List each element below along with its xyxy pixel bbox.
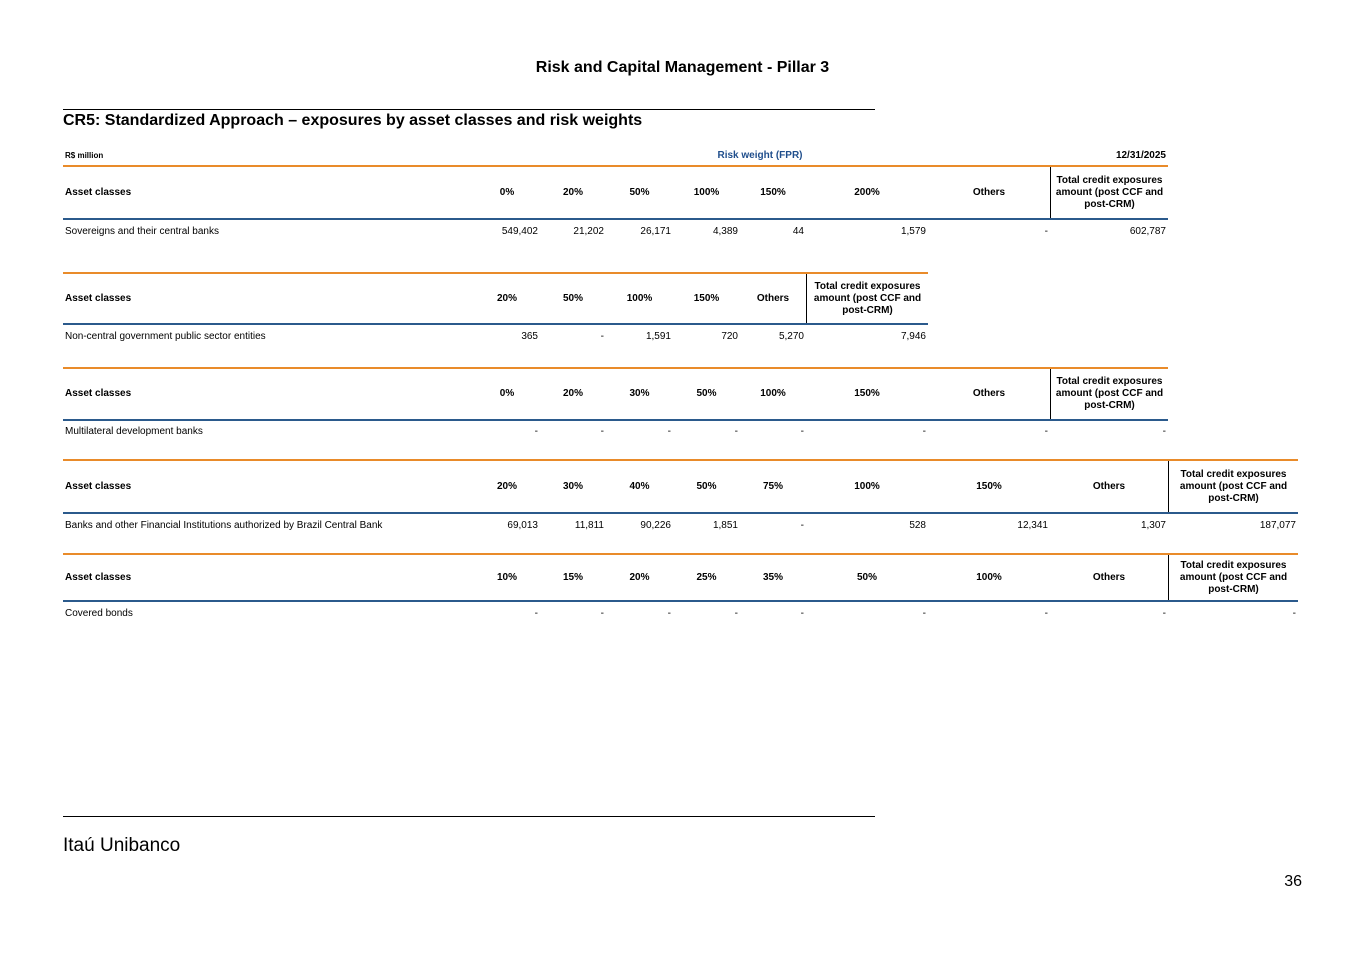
column-header: 0% — [499, 388, 515, 399]
column-header: Others — [972, 388, 1006, 399]
exposure-value: - — [600, 331, 604, 342]
column-header: 100% — [760, 388, 786, 399]
section-title: CR5: Standardized Approach – exposures by asset classes and risk weights — [63, 112, 643, 129]
unit-label: R$ million — [65, 151, 104, 160]
exposure-value: 1,307 — [1140, 520, 1166, 531]
exposure-value: 365 — [521, 331, 538, 342]
column-header-asset-classes: Asset classes — [65, 186, 132, 198]
column-header: 100% — [693, 186, 720, 198]
table-header — [63, 553, 1298, 602]
exposure-value: - — [800, 426, 804, 437]
exposure-value: - — [534, 608, 538, 619]
column-header: 30% — [562, 480, 583, 492]
column-header: 50% — [562, 292, 583, 304]
table-row — [63, 520, 1298, 534]
column-header: 50% — [629, 186, 650, 198]
exposure-value: - — [600, 608, 604, 619]
column-header: 50% — [696, 480, 717, 492]
column-header: 20% — [562, 186, 583, 198]
table-row — [63, 226, 1168, 240]
column-header: 100% — [854, 480, 880, 492]
column-header: Others — [972, 186, 1006, 198]
exposure-value: - — [922, 426, 926, 437]
exposure-value: 69,013 — [507, 520, 538, 531]
total-value: - — [1292, 608, 1296, 619]
column-header: 40% — [629, 480, 650, 492]
column-header: 150% — [760, 186, 786, 198]
asset-class-label: Multilateral development banks — [65, 426, 203, 437]
exposure-value: 21,202 — [573, 226, 604, 237]
total-value: - — [1162, 426, 1166, 437]
exposure-value: - — [922, 608, 926, 619]
column-header-asset-classes: Asset classes — [65, 388, 132, 399]
total-value: 7,946 — [900, 331, 926, 342]
exposure-value: 4,389 — [712, 226, 738, 237]
column-header: 20% — [629, 571, 650, 583]
risk-weight-label: Risk weight (FPR) — [717, 150, 803, 161]
column-header: 150% — [854, 388, 880, 399]
column-header: 150% — [976, 480, 1002, 492]
table-header — [63, 165, 1168, 220]
table-row — [63, 331, 928, 345]
exposure-value: 720 — [721, 331, 738, 342]
exposure-value: 5,270 — [778, 331, 804, 342]
column-header-total: Total credit exposures amount (post CCF and post-CRM) — [806, 274, 928, 323]
exposure-value: - — [667, 608, 671, 619]
page-number: 36 — [1284, 873, 1302, 890]
column-header: 150% — [693, 292, 720, 304]
exposure-value: 1,579 — [900, 226, 926, 237]
total-value: 187,077 — [1259, 520, 1296, 531]
column-header-total: Total credit exposures amount (post CCF and post-CRM) — [1168, 555, 1298, 600]
exposure-value: 528 — [909, 520, 926, 531]
column-header: 20% — [496, 480, 517, 492]
column-header: 10% — [496, 571, 517, 583]
column-header: 25% — [696, 571, 717, 583]
column-header: Others — [1092, 480, 1126, 492]
exposure-value: 44 — [792, 226, 804, 237]
asset-class-label: Covered bonds — [65, 608, 133, 619]
exposure-value: 90,226 — [640, 520, 671, 531]
column-header-total: Total credit exposures amount (post CCF and post-CRM) — [1050, 369, 1168, 419]
column-header: 20% — [562, 388, 583, 399]
column-header: 75% — [762, 480, 783, 492]
column-header: 100% — [626, 292, 653, 304]
asset-class-label: Non-central government public sector entities — [65, 331, 266, 342]
exposure-value: - — [600, 426, 604, 437]
column-header: 50% — [696, 388, 717, 399]
column-header-asset-classes: Asset classes — [65, 571, 132, 583]
column-header-total: Total credit exposures amount (post CCF and post-CRM) — [1050, 167, 1168, 218]
asset-class-label: Banks and other Financial Institutions authorized by Brazil Central Bank — [65, 520, 383, 531]
report-date: 12/31/2025 — [1115, 150, 1166, 161]
column-header: 100% — [976, 571, 1002, 583]
exposure-value: - — [734, 608, 738, 619]
column-header: 15% — [562, 571, 583, 583]
exposure-value: - — [1162, 608, 1166, 619]
exposure-value: 11,811 — [574, 520, 604, 531]
exposure-value: - — [1044, 426, 1048, 437]
column-header: 35% — [762, 571, 783, 583]
column-header: Others — [756, 292, 790, 304]
column-header-asset-classes: Asset classes — [65, 480, 132, 492]
page-header-title: Risk and Capital Management - Pillar 3 — [535, 59, 830, 76]
table-row — [63, 608, 1298, 622]
table-header — [63, 272, 928, 325]
exposure-value: - — [734, 426, 738, 437]
exposure-value: - — [1044, 226, 1048, 237]
column-header: Others — [1092, 571, 1126, 583]
column-header: 30% — [629, 388, 650, 399]
exposure-value: - — [800, 520, 804, 531]
column-header: 20% — [496, 292, 517, 304]
bottom-divider — [63, 816, 875, 817]
total-value: 602,787 — [1129, 226, 1166, 237]
table-header — [63, 367, 1168, 421]
exposure-value: - — [667, 426, 671, 437]
exposure-value: 549,402 — [501, 226, 538, 237]
column-header: 50% — [856, 571, 877, 583]
exposure-value: - — [534, 426, 538, 437]
exposure-value: - — [1044, 608, 1048, 619]
exposure-value: 26,171 — [640, 226, 671, 237]
column-header: 200% — [854, 186, 880, 198]
top-divider — [63, 109, 875, 110]
exposure-value: - — [800, 608, 804, 619]
table-header — [63, 459, 1298, 514]
footer-brand: Itaú Unibanco — [63, 835, 181, 856]
exposure-value: 1,591 — [645, 331, 671, 342]
column-header-asset-classes: Asset classes — [65, 292, 132, 304]
asset-class-label: Sovereigns and their central banks — [65, 226, 219, 237]
exposure-value: 12,341 — [1017, 520, 1048, 531]
exposure-value: 1,851 — [712, 520, 738, 531]
column-header-total: Total credit exposures amount (post CCF and post-CRM) — [1168, 461, 1298, 512]
column-header: 0% — [499, 186, 515, 198]
table-row — [63, 426, 1168, 440]
